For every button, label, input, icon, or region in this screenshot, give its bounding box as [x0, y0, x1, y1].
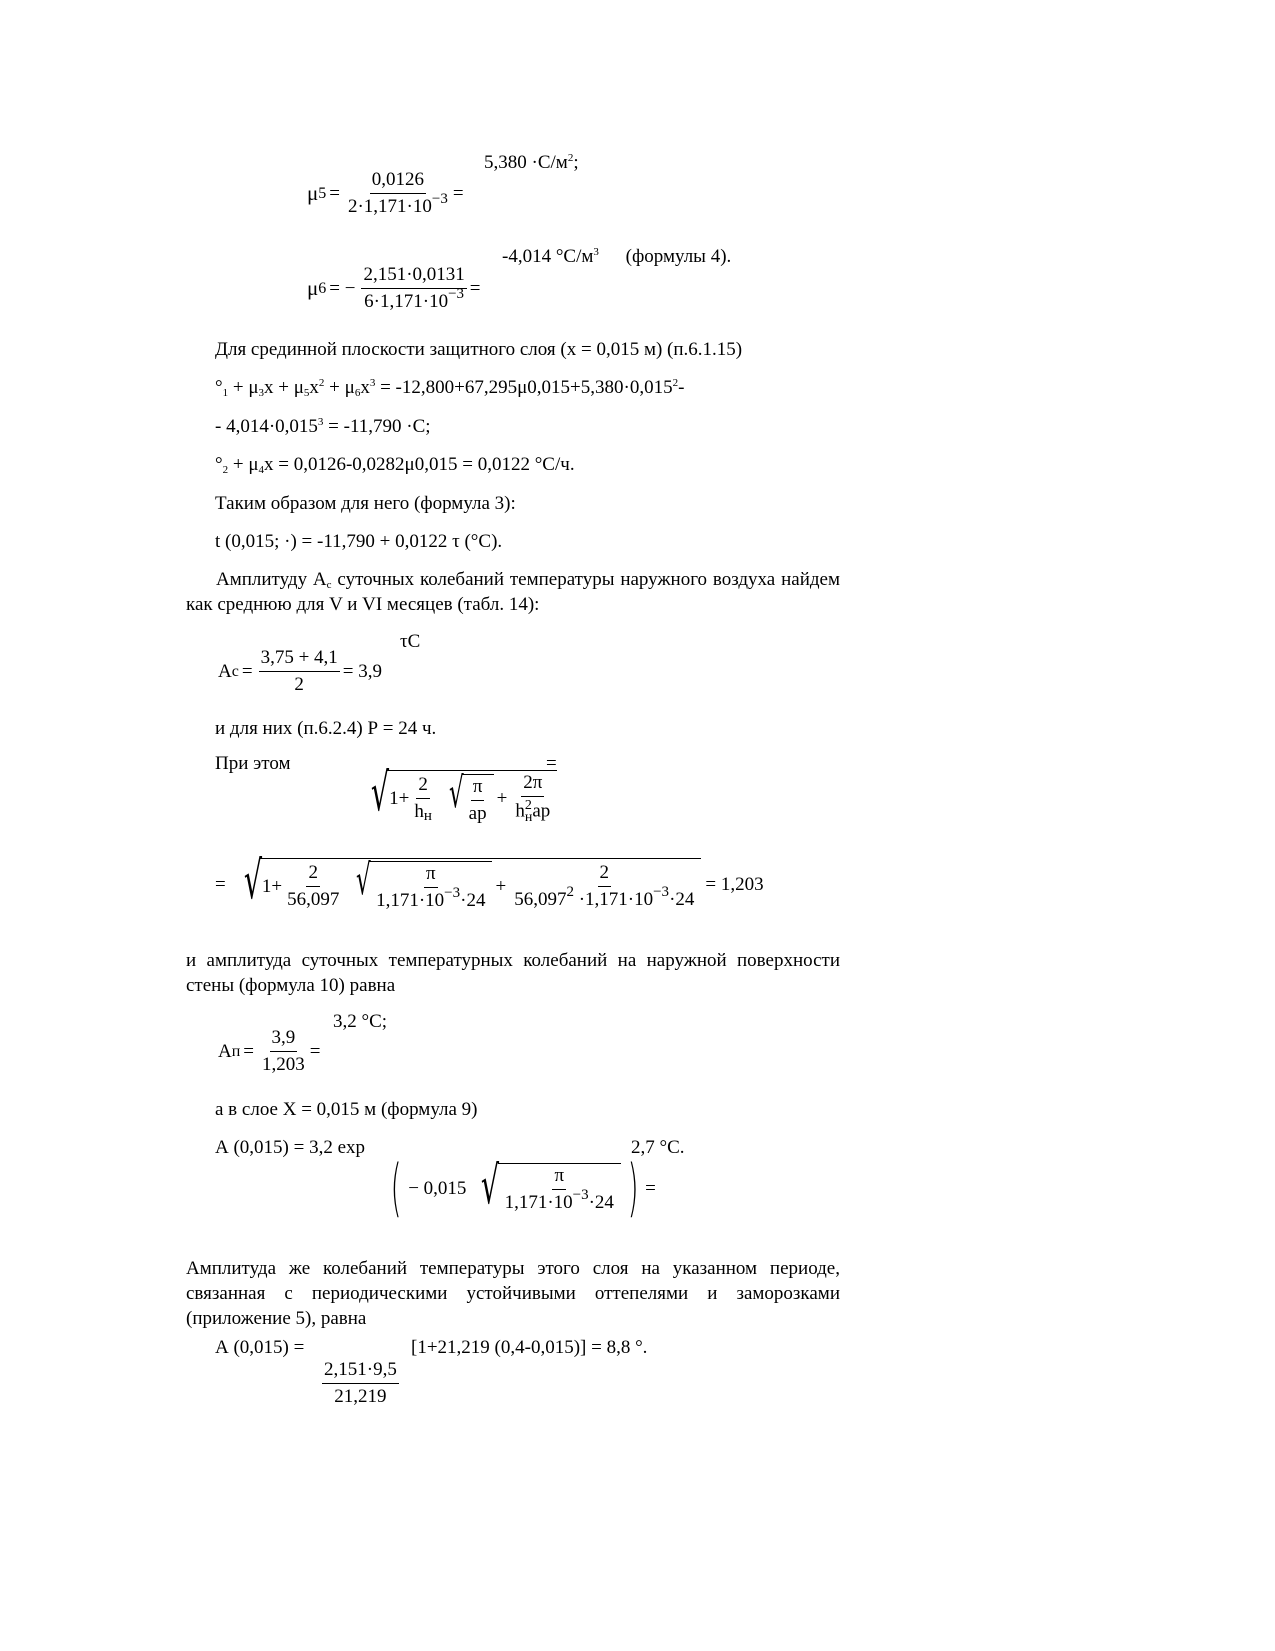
mu5-equals: = [329, 183, 340, 204]
right-paren-icon: ) [627, 1151, 639, 1224]
eq3-line [215, 455, 575, 474]
amp-text-a: Амплитуду А [216, 569, 327, 590]
f1-num: 2 [416, 775, 430, 799]
mu5-numerator: 0,0126 [370, 170, 426, 194]
eq1-c: x + μ [264, 377, 304, 398]
exp-den-tail: ·24 [588, 1192, 614, 1213]
pri-etom-equals: = [546, 753, 557, 774]
exp-den-text: 1,171·10 [504, 1192, 573, 1213]
final-num: 2,151·9,5 [322, 1360, 399, 1384]
a-final-fraction [322, 1360, 399, 1407]
one-plus: 1+ [261, 875, 283, 897]
pri-etom-line: При этом [215, 753, 291, 774]
nu-general-formula [356, 763, 557, 825]
a-exp-equals: = [645, 1177, 656, 1199]
amp-text-b: суточных колебаний температуры наружного воздуха найдем как среднюю для V и VI месяцев (табл. 14): [186, 569, 840, 615]
plus: + [495, 875, 507, 897]
mu5-equals-2: = [452, 183, 464, 204]
exp-fraction [503, 1166, 616, 1213]
eq2-a: - 4,014·0,015 [215, 416, 318, 437]
a-final-rest: [1+21,219 (0,4-0,015)] = 8,8 °. [411, 1337, 648, 1358]
eq1-b-sub: 3 [258, 387, 265, 399]
a-exp-coef: − 0,015 [408, 1177, 467, 1199]
f2-den [513, 797, 552, 824]
mu5-den-exp: −3 [431, 191, 448, 207]
ap-formula: A п = $\frac{3,9}{1,203}$ = [218, 1027, 321, 1075]
sqrt-inner [344, 855, 492, 911]
eq3-a-sub: 2 [222, 464, 229, 476]
nu-equals: = [215, 874, 226, 895]
nu-numeric-formula [215, 851, 764, 911]
mu6-numerator: 2,151·0,0131 [361, 265, 466, 289]
f2-num: 2π [521, 773, 544, 797]
ap-fraction [260, 1028, 307, 1075]
nu-result: = 1,203 [705, 874, 764, 895]
f1-den-sub: н [423, 808, 432, 824]
sqrt-icon: √ [481, 1156, 500, 1216]
f1-den [412, 799, 434, 822]
mu6-den-exp: −3 [448, 286, 465, 302]
mu6-equals: = − [329, 278, 356, 299]
sqrt-exp [466, 1156, 621, 1216]
ac-numerator: 3,75 + 4,1 [259, 648, 340, 672]
ap-equals: = [243, 1041, 255, 1062]
mu5-formula: μ 5 = $\frac{0,0126}{2\cdot 1,171\cdot 10^{-3}}$ = [307, 169, 464, 217]
mu6-formula: μ 6 = − $\frac{2,151\cdot 0,0131}{6\cdot 1,171\cdot 10^{-3}}$ = [307, 264, 481, 312]
mu6-result-exp: 3 [593, 246, 599, 258]
s-num: π [424, 864, 438, 888]
sqrt-icon: √ [243, 851, 262, 911]
f2-num: 2 [598, 863, 612, 887]
mu6-fraction [361, 265, 466, 312]
ac-result: = 3,9 [342, 661, 382, 682]
ap-equals-2: = [309, 1041, 321, 1062]
eq1-c-sub: 5 [303, 387, 310, 399]
mu6-symbol: μ [307, 276, 319, 300]
s-den-tail: ·24 [460, 890, 486, 911]
sqrt-exp-body [498, 1163, 621, 1213]
sqrt-inner-body [462, 774, 494, 824]
eq1-d: x [309, 377, 319, 398]
eq1-b: + μ [228, 377, 259, 398]
ap-symbol: A [218, 1041, 232, 1062]
ap-numerator: 3,9 [270, 1028, 298, 1052]
exp-num: π [552, 1166, 566, 1190]
sqrt-outer [356, 763, 557, 825]
f1-fraction [412, 775, 434, 822]
amp-text-sub: с [326, 579, 332, 591]
f1-den-h: h [414, 801, 424, 822]
exp-den-exp: −3 [572, 1187, 589, 1203]
sqrt-icon: √ [370, 763, 390, 823]
ac-fraction [259, 648, 340, 695]
final-den: 21,219 [334, 1386, 387, 1407]
mid-plane-line: Для срединной плоскости защитного слоя (x = 0,015 м) (п.6.1.15) [215, 339, 743, 360]
eq1-h: - [678, 377, 685, 398]
mu6-denominator [362, 286, 466, 312]
ac-formula: A c = $\frac{3,75 + 4,1}{2}$ = 3,9 [218, 647, 382, 695]
eq1-a-sub: 1 [222, 387, 229, 399]
f2-den-exp: 2 [566, 883, 574, 900]
mu6-result [502, 247, 731, 266]
mu6-den-text: 6·1,171·10 [364, 291, 449, 312]
f2-den-b: ·1,171·10 [573, 888, 654, 910]
ap-result: 3,2 °С; [333, 1011, 388, 1032]
f2-den-sub: н [524, 810, 533, 825]
f2-den [512, 883, 696, 910]
s-den: ap [468, 802, 487, 824]
mu6-note: (формулы 4). [625, 246, 732, 267]
exp-den [503, 1187, 616, 1213]
sqrt-outer-body [260, 855, 702, 911]
eq2-line [215, 417, 431, 436]
mu5-result-value: 5,380 ·С/м [484, 152, 568, 173]
eq1-g: = -12,800+67,295μ0,015+5,380·0,015 [375, 377, 673, 398]
s-num: π [471, 777, 485, 801]
eq3-b: + μ [228, 454, 259, 475]
s-fraction [467, 777, 489, 824]
f2-den-exp2: −3 [653, 883, 670, 900]
f2-fraction [513, 773, 552, 824]
mu6-result-value: -4,014 °С/м [502, 246, 594, 267]
ac-denominator: 2 [294, 674, 304, 695]
ac-equals: = [241, 661, 253, 682]
ac-symbol: A [218, 661, 232, 682]
eq3-c: x = 0,0126-0,0282μ0,015 = 0,0122 °С/ч. [264, 454, 575, 475]
f2-den-sup: 2 [524, 798, 532, 813]
mu5-result-tail: ; [573, 152, 579, 173]
left-paren-icon: ( [390, 1151, 402, 1224]
mu5-result-exp: 2 [567, 152, 574, 164]
t-equation: t (0,015; ·) = -11,790 + 0,0122 τ (°С). [215, 531, 503, 552]
one-plus: 1+ [389, 788, 410, 809]
layer-line: а в слое X = 0,015 м (формула 9) [215, 1099, 478, 1120]
sqrt-icon: √ [448, 767, 464, 817]
s-fraction [374, 864, 487, 911]
sqrt-outer-body [387, 767, 557, 825]
sqrt-inner-body [369, 861, 492, 911]
eq1-f: x [360, 377, 370, 398]
surface-paragraph: и амплитуда суточных температурных колебаний на наружной поверхности стены (формула 10) равна [186, 950, 840, 996]
plus: + [496, 788, 508, 809]
a-exp-lhs: А (0,015) = 3,2 exp [215, 1137, 366, 1158]
sqrt-icon: √ [356, 855, 372, 904]
eq3-b-sub: 4 [258, 464, 265, 476]
eq1-f-sup: 3 [369, 377, 376, 389]
mu5-symbol: μ [307, 181, 319, 205]
mu6-equals-2: = [469, 278, 481, 299]
mu5-fraction [346, 170, 450, 217]
a-exp-result: 2,7 °С. [631, 1137, 685, 1158]
eq2-a-sup: 3 [317, 416, 324, 428]
f1-den: 56,097 [287, 888, 340, 910]
sqrt-outer [229, 851, 702, 911]
mu5-result [484, 153, 579, 172]
f2-den-ap: ap [532, 800, 551, 822]
eq1-line [215, 378, 684, 397]
amplitude-paragraph [186, 567, 840, 617]
f2-den-h: h [515, 800, 525, 822]
s-den-text: 1,171·10 [376, 890, 445, 911]
eq1-g-sup: 2 [672, 377, 679, 389]
eq1-a: ° [215, 377, 223, 398]
eq1-e-sub: 6 [354, 387, 361, 399]
thus-line: Таким образом для него (формула 3): [215, 493, 516, 514]
a-final-lhs: А (0,015) = [215, 1337, 305, 1358]
final-fraction [322, 1360, 399, 1407]
sqrt-inner [437, 767, 494, 824]
f2-den-tail: ·24 [669, 888, 695, 910]
eq1-d-sup: 2 [318, 377, 325, 389]
ac-unit: τС [400, 631, 421, 652]
f1-num: 2 [306, 863, 320, 887]
f2-fraction [512, 863, 696, 910]
thaw-paragraph: Амплитуда же колебаний температуры этого слоя на указанном периоде, связанная с периодическими устойчивыми оттепелями и заморозками (приложение 5), равна [186, 1258, 840, 1329]
s-den [374, 885, 487, 911]
mu5-den-text: 2·1,171·10 [347, 196, 432, 217]
mu5-denominator [346, 191, 450, 217]
eq2-b: = -11,790 ·С; [323, 416, 431, 437]
period-line: и для них (п.6.2.4) Р = 24 ч. [215, 718, 437, 739]
a-exp-formula [384, 1151, 656, 1224]
f1-fraction [285, 863, 341, 910]
s-den-exp: −3 [444, 885, 461, 901]
eq1-e: + μ [324, 377, 355, 398]
f2-den-a: 56,097 [514, 888, 567, 910]
eq3-a: ° [215, 454, 223, 475]
ap-denominator: 1,203 [262, 1054, 305, 1075]
